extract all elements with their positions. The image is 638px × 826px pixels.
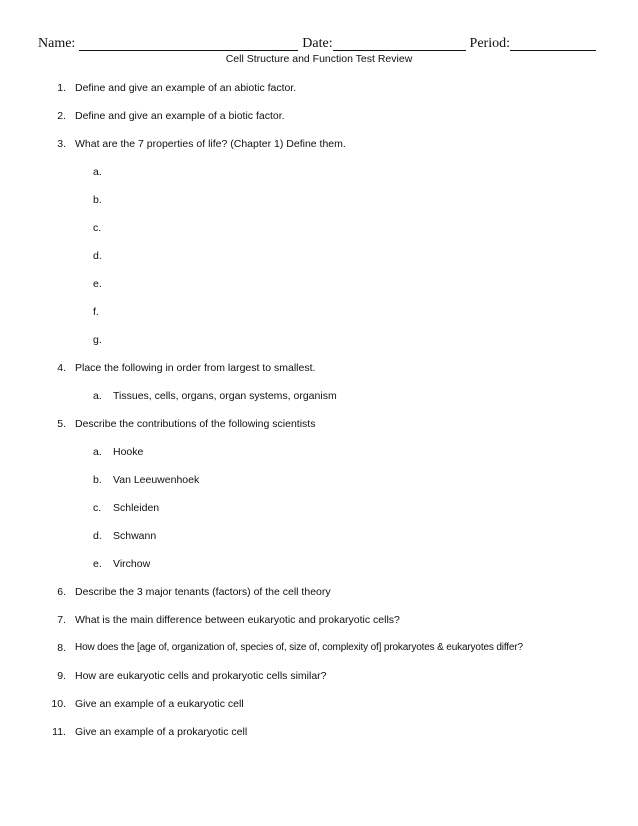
sub-letter: a. [93, 166, 102, 178]
question-text: Describe the contributions of the following scientists [75, 418, 316, 430]
sub-letter: c. [93, 222, 102, 234]
sub-text: Tissues, cells, organs, organ systems, organism [113, 390, 337, 402]
sub-letter: a. [93, 390, 102, 402]
question-text: What are the 7 properties of life? (Chapter 1) Define them. [75, 138, 346, 150]
question-number: 1. [57, 82, 66, 94]
question-number: 11. [52, 726, 66, 738]
period-label: Period: [469, 36, 510, 51]
question-number: 2. [57, 110, 66, 122]
date-blank[interactable] [333, 36, 466, 51]
question-number: 9. [57, 670, 66, 682]
name-label: Name: [38, 36, 76, 51]
question-text: Give an example of a eukaryotic cell [75, 698, 244, 710]
period-blank[interactable] [510, 36, 596, 51]
sub-letter: e. [93, 278, 102, 290]
question-text: Give an example of a prokaryotic cell [75, 726, 248, 738]
question-number: 8. [57, 642, 66, 654]
question-text: Define and give an example of an abiotic factor. [75, 82, 297, 94]
sub-letter: b. [93, 194, 102, 206]
sub-text: Van Leeuwenhoek [113, 474, 200, 486]
sub-text: Schwann [113, 530, 157, 542]
date-label: Date: [302, 36, 333, 51]
question-number: 10. [51, 698, 66, 710]
sub-text: Virchow [113, 558, 151, 570]
page-title: Cell Structure and Function Test Review [225, 53, 413, 65]
question-number: 6. [57, 586, 66, 598]
sub-letter: e. [93, 558, 102, 570]
question-text: Place the following in order from largest to smallest. [75, 362, 316, 374]
sub-letter: c. [93, 502, 102, 514]
question-text: Define and give an example of a biotic factor. [75, 110, 285, 122]
sub-letter: d. [93, 530, 102, 542]
sub-text: Hooke [113, 446, 144, 458]
sub-letter: b. [93, 474, 102, 486]
sub-text: Schleiden [113, 502, 160, 514]
question-number: 5. [57, 418, 66, 430]
sub-letter: a. [93, 446, 102, 458]
header-line [38, 36, 596, 52]
sub-letter: d. [93, 250, 102, 262]
question-text: How does the [age of, organization of, species of, size of, complexity of] prokaryotes & eukaryotes differ? [75, 642, 523, 653]
question-number: 7. [57, 614, 66, 626]
question-text: Describe the 3 major tenants (factors) of the cell theory [75, 586, 331, 598]
name-blank[interactable] [79, 36, 298, 51]
sub-letter: f. [93, 306, 99, 318]
sub-letter: g. [93, 334, 102, 346]
question-text: What is the main difference between eukaryotic and prokaryotic cells? [75, 614, 400, 626]
question-number: 4. [57, 362, 66, 374]
question-number: 3. [57, 138, 66, 150]
question-text: How are eukaryotic cells and prokaryotic cells similar? [75, 670, 327, 682]
